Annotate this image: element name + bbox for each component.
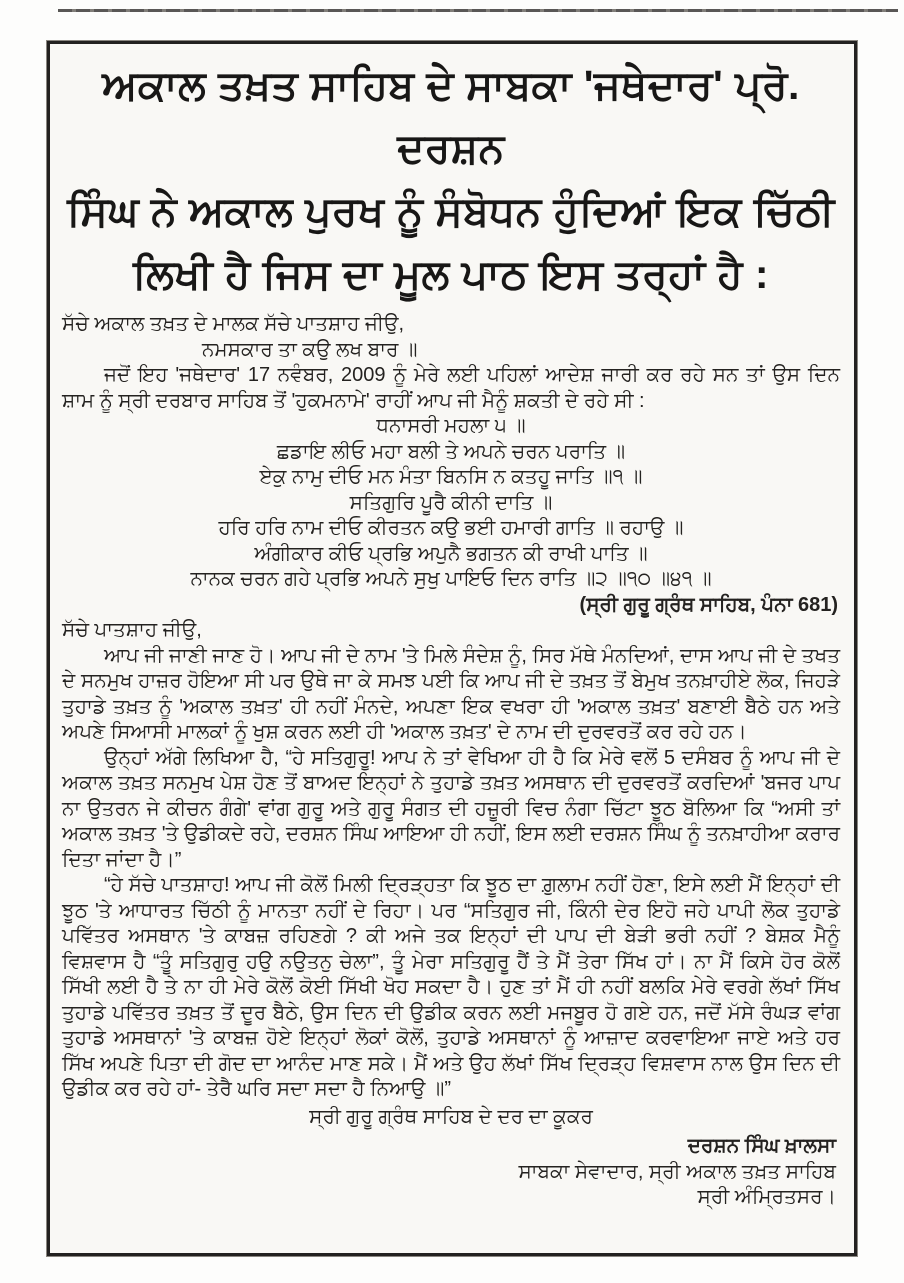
- signature-block: [62, 1134, 840, 1211]
- shabad-line-7: ਨਾਨਕ ਚਰਨ ਗਹੇ ਪ੍ਰਭਿ ਅਪਨੇ ਸੁਖੁ ਪਾਇਓ ਦਿਨ ਰਾਤਿ ॥੨ ॥੧੦ ॥੪੧ ॥: [190, 568, 712, 590]
- intro-paragraph: ਜਦੋਂ ਇਹ 'ਜਥੇਦਾਰ' 17 ਨਵੰਬਰ, 2009 ਨੂੰ ਮੇਰੇ ਲਈ ਪਹਿਲਾਂ ਆਦੇਸ਼ ਜਾਰੀ ਕਰ ਰਹੇ ਸਨ ਤਾਂ ਉਸ ਦਿਨ ਸ਼ਾਮ ਨੂੰ ਸ੍ਰੀ ਦਰਬਾਰ ਸਾਹਿਬ ਤੋਂ 'ਹੁਕਮਨਾਮੇ' ਰਾਹੀਂ ਆਪ ਜੀ ਮੈਨੂੰ ਸ਼ਕਤੀ ਦੇ ਰਹੇ ਸੀ :: [62, 364, 840, 412]
- shabad-line-3: ਏਕੁ ਨਾਮੁ ਦੀਓ ਮਨ ਮੰਤਾ ਬਿਨਸਿ ਨ ਕਤਹੂ ਜਾਤਿ ॥੧ ॥: [259, 466, 643, 488]
- newspaper-clipping-frame: [47, 41, 857, 1256]
- scripture-citation: (ਸ੍ਰੀ ਗੁਰੂ ਗ੍ਰੰਥ ਸਾਹਿਬ, ਪੰਨਾ 681): [579, 593, 838, 616]
- shabad-quote-block: [62, 414, 840, 593]
- shabad-line-2: ਛਡਾਇ ਲੀਓ ਮਹਾ ਬਲੀ ਤੇ ਅਪਨੇ ਚਰਨ ਪਰਾਤਿ ॥: [276, 440, 626, 463]
- closing-line: ਸ੍ਰੀ ਗੁਰੂ ਗ੍ਰੰਥ ਸਾਹਿਬ ਦੇ ਦਰ ਦਾ ਕੂਕਰ: [309, 1105, 593, 1128]
- salutation-2: ਸੱਚੇ ਪਾਤਸ਼ਾਹ ਜੀਉ,: [62, 619, 202, 641]
- scan-edge-line: [58, 9, 898, 12]
- signature-place: ਸ੍ਰੀ ਅੰਮ੍ਰਿਤਸਰ।: [697, 1186, 836, 1208]
- paragraph-2: ਉਨ੍ਹਾਂ ਅੱਗੇ ਲਿਖਿਆ ਹੈ, “ਹੇ ਸਤਿਗੁਰੂ! ਆਪ ਨੇ ਤਾਂ ਵੇਖਿਆ ਹੀ ਹੈ ਕਿ ਮੇਰੇ ਵਲੋਂ 5 ਦਸੰਬਰ ਨੂੰ ਆਪ ਜੀ ਦੇ ਅਕਾਲ ਤਖ਼ਤ ਸਨਮੁਖ ਪੇਸ਼ ਹੋਣ ਤੋਂ ਬਾਅਦ ਇਨ੍ਹਾਂ ਨੇ ਤੁਹਾਡੇ ਤਖ਼ਤ ਅਸਥਾਨ ਦੀ ਦੁਰਵਰਤੋਂ ਕਰਦਿਆਂ 'ਬਜਰ ਪਾਪ ਨਾ ਉਤਰਨ ਜੇ ਕੀਚਨ ਗੰਗੇ' ਵਾਂਗ ਗੁਰੂ ਅਤੇ ਗੁਰੂ ਸੰਗਤ ਦੀ ਹਜ਼ੂਰੀ ਵਿਚ ਨੰਗਾ ਚਿੱਟਾ ਝੂਠ ਬੋਲਿਆ ਕਿ “ਅਸੀ ਤਾਂ ਅਕਾਲ ਤਖ਼ਤ 'ਤੇ ਉਡੀਕਦੇ ਰਹੇ, ਦਰਸ਼ਨ ਸਿੰਘ ਆਇਆ ਹੀ ਨਹੀਂ, ਇਸ ਲਈ ਦਰਸ਼ਨ ਸਿੰਘ ਨੂੰ ਤਨਖ਼ਾਹੀਆ ਕਰਾਰ ਦਿਤਾ ਜਾਂਦਾ ਹੈ।”: [62, 746, 840, 871]
- paragraph-1: ਆਪ ਜੀ ਜਾਣੀ ਜਾਣ ਹੋ। ਆਪ ਜੀ ਦੇ ਨਾਮ 'ਤੇ ਮਿਲੇ ਸੰਦੇਸ਼ ਨੂੰ, ਸਿਰ ਮੱਥੇ ਮੰਨਦਿਆਂ, ਦਾਸ ਆਪ ਜੀ ਦੇ ਤਖਤ ਦੇ ਸਨਮੁਖ ਹਾਜ਼ਰ ਹੋਇਆ ਸੀ ਪਰ ਉਥੇ ਜਾ ਕੇ ਸਮਝ ਪਈ ਕਿ ਆਪ ਜੀ ਦੇ ਤਖ਼ਤ ਤੋਂ ਬੇਮੁਖ ਤਨਖ਼ਾਹੀਏ ਲੋਕ, ਜਿਹੜੇ ਤੁਹਾਡੇ ਤਖ਼ਤ ਨੂੰ 'ਅਕਾਲ ਤਖ਼ਤ' ਹੀ ਨਹੀਂ ਮੰਨਦੇ, ਅਪਣਾ ਇਕ ਵਖਰਾ ਹੀ 'ਅਕਾਲ ਤਖ਼ਤ' ਬਣਾਈ ਬੈਠੇ ਹਨ ਅਤੇ ਅਪਣੇ ਸਿਆਸੀ ਮਾਲਕਾਂ ਨੂੰ ਖੁਸ਼ ਕਰਨ ਲਈ ਹੀ 'ਅਕਾਲ ਤਖ਼ਤ' ਦੇ ਨਾਮ ਦੀ ਦੁਰਵਰਤੋਂ ਕਰ ਰਹੇ ਹਨ।: [62, 644, 840, 743]
- salutation-line-1: ਸੱਚੇ ਅਕਾਲ ਤਖ਼ਤ ਦੇ ਮਾਲਕ ਸੱਚੇ ਪਾਤਸ਼ਾਹ ਜੀਉ,: [62, 313, 405, 335]
- shabad-line-6: ਅੰਗੀਕਾਰ ਕੀਓ ਪ੍ਰਭਿ ਅਪੁਨੈ ਭਗਤਨ ਕੀ ਰਾਖੀ ਪਾਤਿ ॥: [254, 542, 648, 565]
- signature-name: ਦਰਸ਼ਨ ਸਿੰਘ ਖ਼ਾਲਸਾ: [687, 1135, 836, 1157]
- shabad-line-5: ਹਰਿ ਹਰਿ ਨਾਮ ਦੀਓ ਕੀਰਤਨ ਕਉ ਭਈ ਹਮਾਰੀ ਗਾਤਿ ॥ ਰਹਾਉ ॥: [218, 517, 684, 539]
- headline-line-2: ਸਿੰਘ ਨੇ ਅਕਾਲ ਪੁਰਖ ਨੂੰ ਸੰਬੋਧਨ ਹੁੰਦਿਆਂ ਇਕ ਚਿੱਠੀ: [67, 188, 835, 234]
- shabad-line-4: ਸਤਿਗੁਰਿ ਪੂਰੈ ਕੀਨੀ ਦਾਤਿ ॥: [349, 491, 553, 514]
- shabad-line-1: ਧਨਾਸਰੀ ਮਹਲਾ ੫ ॥: [376, 415, 526, 437]
- headline-line-3: ਲਿਖੀ ਹੈ ਜਿਸ ਦਾ ਮੂਲ ਪਾਠ ਇਸ ਤਰ੍ਹਾਂ ਹੈ :: [132, 251, 770, 297]
- salutation-line-2: ਨਮਸਕਾਰ ਤਾ ਕਉ ਲਖ ਬਾਰ ॥: [202, 338, 418, 361]
- headline: [62, 54, 840, 306]
- paragraph-3: “ਹੇ ਸੱਚੇ ਪਾਤਸ਼ਾਹ! ਆਪ ਜੀ ਕੋਲੋਂ ਮਿਲੀ ਦ੍ਰਿੜ੍ਹਤਾ ਕਿ ਝੂਠ ਦਾ ਗ਼ੁਲਾਮ ਨਹੀਂ ਹੋਣਾ, ਇਸੇ ਲਈ ਮੈਂ ਇਨ੍ਹਾਂ ਦੀ ਝੂਠ 'ਤੇ ਆਧਾਰਤ ਚਿੱਠੀ ਨੂੰ ਮਾਨਤਾ ਨਹੀਂ ਦੇ ਰਿਹਾ। ਪਰ “ਸਤਿਗੁਰ ਜੀ, ਕਿੰਨੀ ਦੇਰ ਇਹੋ ਜਹੇ ਪਾਪੀ ਲੋਕ ਤੁਹਾਡੇ ਪਵਿੱਤਰ ਅਸਥਾਨ 'ਤੇ ਕਾਬਜ਼ ਰਹਿਣਗੇ ? ਕੀ ਅਜੇ ਤਕ ਇਨ੍ਹਾਂ ਦੀ ਪਾਪ ਦੀ ਬੇੜੀ ਭਰੀ ਨਹੀਂ ? ਬੇਸ਼ਕ ਮੈਨੂੰ ਵਿਸ਼ਵਾਸ ਹੈ “ਤੂੰ ਸਤਿਗੁਰੁ ਹਉ ਨਉਤਨੁ ਚੇਲਾ”, ਤੂੰ ਮੇਰਾ ਸਤਿਗੁਰੂ ਹੈਂ ਤੇ ਮੈਂ ਤੇਰਾ ਸਿੱਖ ਹਾਂ। ਨਾ ਮੈਂ ਕਿਸੇ ਹੋਰ ਕੋਲੋਂ ਸਿੱਖੀ ਲਈ ਹੈ ਤੇ ਨਾ ਹੀ ਮੇਰੇ ਕੋਲੋਂ ਕੋਈ ਸਿੱਖੀ ਖੋਹ ਸਕਦਾ ਹੈ। ਹੁਣ ਤਾਂ ਮੈਂ ਹੀ ਨਹੀਂ ਬਲਕਿ ਮੇਰੇ ਵਰਗੇ ਲੱਖਾਂ ਸਿੱਖ ਤੁਹਾਡੇ ਪਵਿੱਤਰ ਤਖ਼ਤ ਤੋਂ ਦੂਰ ਬੈਠੇ, ਉਸ ਦਿਨ ਦੀ ਉਡੀਕ ਕਰਨ ਲਈ ਮਜਬੂਰ ਹੋ ਗਏ ਹਨ, ਜਦੋਂ ਮੱਸੇ ਰੰਘੜ ਵਾਂਗ ਤੁਹਾਡੇ ਅਸਥਾਨਾਂ 'ਤੇ ਕਾਬਜ਼ ਹੋਏ ਇਨ੍ਹਾਂ ਲੋਕਾਂ ਕੋਲੋਂ, ਤੁਹਾਡੇ ਅਸਥਾਨਾਂ ਨੂੰ ਆਜ਼ਾਦ ਕਰਵਾਇਆ ਜਾਏ ਅਤੇ ਹਰ ਸਿੱਖ ਅਪਣੇ ਪਿਤਾ ਦੀ ਗੋਦ ਦਾ ਆਨੰਦ ਮਾਣ ਸਕੇ। ਮੈਂ ਅਤੇ ਉਹ ਲੱਖਾਂ ਸਿੱਖ ਦ੍ਰਿੜ੍ਹ ਵਿਸ਼ਵਾਸ ਨਾਲ ਉਸ ਦਿਨ ਦੀ ਉਡੀਕ ਕਰ ਰਹੇ ਹਾਂ- ਤੇਰੈ ਘਰਿ ਸਦਾ ਸਦਾ ਹੈ ਨਿਆਉ ॥”: [62, 874, 840, 1100]
- headline-line-1: ਅਕਾਲ ਤਖ਼ਤ ਸਾਹਿਬ ਦੇ ਸਾਬਕਾ 'ਜਥੇਦਾਰ' ਪ੍ਰੋ. ਦਰਸ਼ਨ: [102, 62, 800, 171]
- letter-body: [62, 312, 840, 1211]
- signature-title: ਸਾਬਕਾ ਸੇਵਾਦਾਰ, ਸ੍ਰੀ ਅਕਾਲ ਤਖ਼ਤ ਸਾਹਿਬ: [518, 1160, 836, 1183]
